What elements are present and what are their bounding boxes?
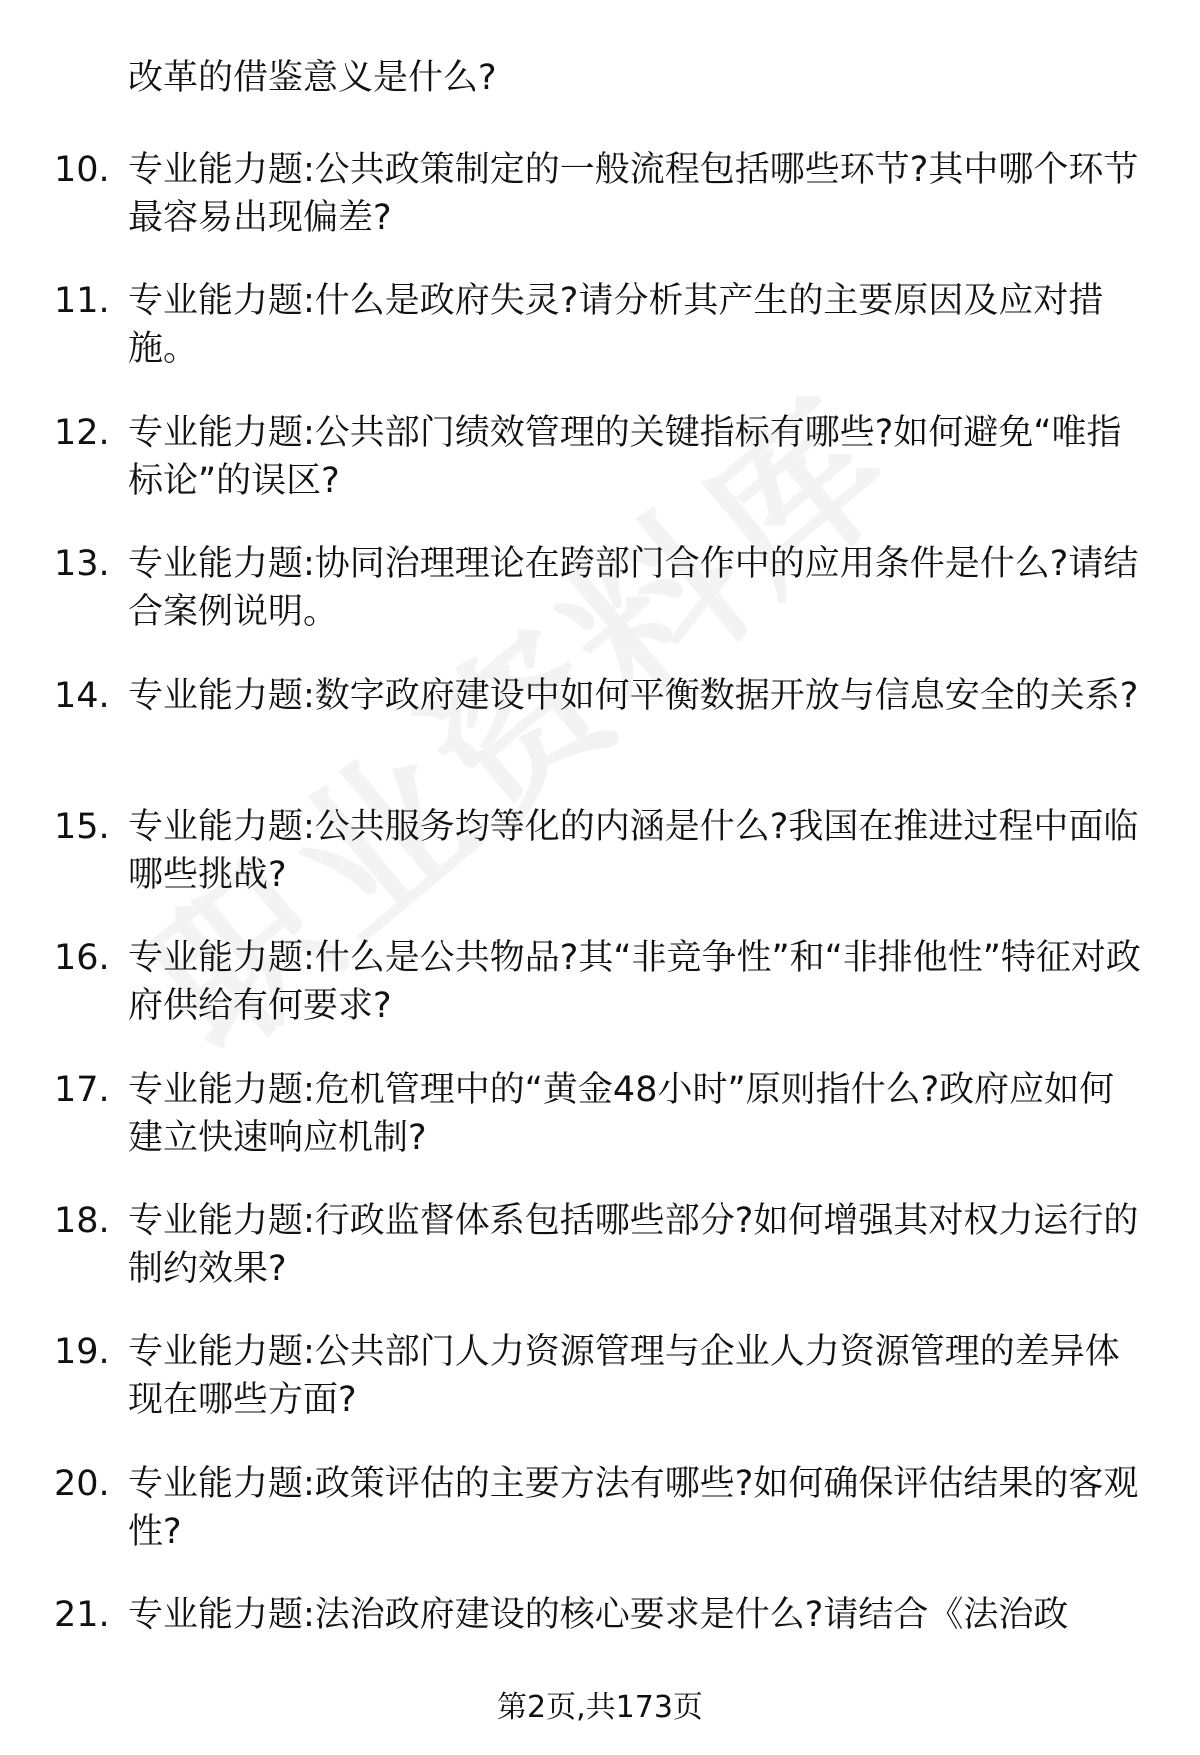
item-text: 专业能力题:什么是政府失灵?请分析其产生的主要原因及应对措施。: [128, 281, 1104, 369]
item-text: 专业能力题:协同治理理论在跨部门合作中的应用条件是什么?请结合案例说明。: [128, 544, 1139, 632]
item-text: 改革的借鉴意义是什么?: [128, 58, 497, 98]
item-number: 17.: [54, 1070, 110, 1110]
item-text: 专业能力题:危机管理中的“黄金48小时”原则指什么?政府应如何建立快速响应机制?: [128, 1070, 1115, 1158]
item-number: 10.: [54, 150, 110, 190]
item-text: 专业能力题:数字政府建设中如何平衡数据开放与信息安全的关系?: [128, 676, 1139, 716]
item-text: 专业能力题:公共政策制定的一般流程包括哪些环节?其中哪个环节最容易出现偏差?: [128, 150, 1139, 238]
item-text: 专业能力题:公共部门人力资源管理与企业人力资源管理的差异体现在哪些方面?: [128, 1332, 1120, 1420]
item-number: 13.: [54, 544, 110, 584]
item-text: 专业能力题:法治政府建设的核心要求是什么?请结合《法治政: [128, 1595, 1069, 1635]
item-number: 14.: [54, 676, 110, 716]
item-number: 11.: [54, 281, 110, 321]
item-text: 专业能力题:什么是公共物品?其“非竞争性”和“非排他性”特征对政府供给有何要求?: [128, 938, 1141, 1026]
item-number: 12.: [54, 413, 110, 453]
item-text: 专业能力题:公共部门绩效管理的关键指标有哪些?如何避免“唯指标论”的误区?: [128, 413, 1122, 501]
item-number: 16.: [54, 938, 110, 978]
item-number: 18.: [54, 1201, 110, 1241]
item-number: 20.: [54, 1464, 110, 1504]
item-number: 19.: [54, 1332, 110, 1372]
page-number-footer: 第2页,共173页: [497, 1690, 703, 1725]
item-text: 专业能力题:公共服务均等化的内涵是什么?我国在推进过程中面临哪些挑战?: [128, 807, 1139, 895]
item-number: 21.: [54, 1595, 110, 1635]
item-number: 15.: [54, 807, 110, 847]
item-text: 专业能力题:行政监督体系包括哪些部分?如何增强其对权力运行的制约效果?: [128, 1201, 1139, 1289]
item-text: 专业能力题:政策评估的主要方法有哪些?如何确保评估结果的客观性?: [128, 1464, 1139, 1552]
